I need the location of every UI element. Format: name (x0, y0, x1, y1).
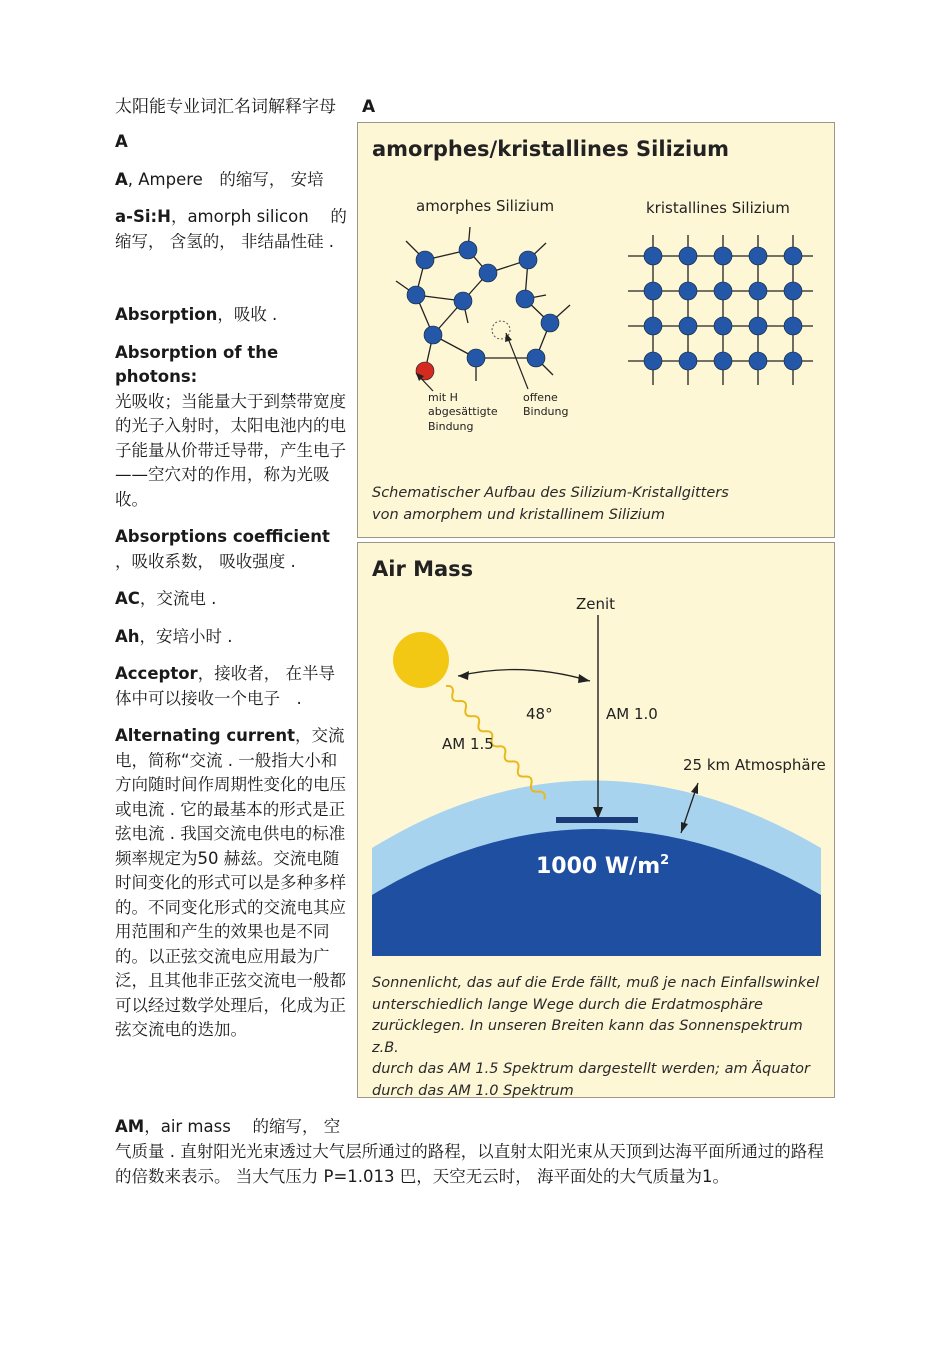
silicon-atom (454, 292, 472, 310)
silicon-atom (679, 282, 697, 300)
lattice-diagram (358, 123, 833, 536)
silicon-atom (479, 264, 497, 282)
silicon-atom (519, 251, 537, 269)
entry-asih: a-Si:H，amorph silicon 的缩写， 含氢的， 非结晶性硅 . (115, 207, 347, 251)
entry-acceptor: Acceptor，接收者， 在半导体中可以接收一个电子 . (115, 664, 335, 708)
entry-ac: AC，交流电 . (115, 589, 217, 608)
silicon-atom (644, 282, 662, 300)
angle-arc (458, 670, 590, 681)
silicon-atom (679, 247, 697, 265)
page-title (115, 92, 375, 117)
silicon-atom (527, 349, 545, 367)
label-zenit: Zenit (576, 595, 616, 613)
silicon-atom (749, 352, 767, 370)
figure-caption: Sonnenlicht, das auf die Erde fällt, muß je nach Einfallswinkel unterschiedlich lange Wege durch die Erdatmosphäre zurücklegen. In unseren Breiten kann das Sonnenspektrum z.B. durch das AM 1.5 Spektrum dargestellt werden; am Äquator durch das AM 1.0 Spektrum (372, 975, 820, 1099)
silicon-atom (784, 352, 802, 370)
silicon-atom (714, 352, 732, 370)
figure-silicon-lattice (357, 122, 835, 538)
silicon-atom (749, 247, 767, 265)
page-title-letter: A (362, 97, 376, 117)
silicon-atom (679, 317, 697, 335)
label-amorph: amorphes Silizium (416, 197, 555, 215)
solar-panel-icon (556, 817, 638, 823)
label-irradiance: 1000 $W/m^2$ (536, 853, 670, 879)
entry-absorption-coefficient: Absorptions coefficient ，吸收系数， 吸收强度 . (115, 527, 330, 571)
silicon-atom (784, 247, 802, 265)
silicon-atom (516, 290, 534, 308)
silicon-atom (467, 349, 485, 367)
silicon-atom (714, 282, 732, 300)
figure-title: amorphes/kristallines Silizium (372, 137, 730, 161)
silicon-atom (784, 282, 802, 300)
silicon-atom (644, 247, 662, 265)
silicon-atom (714, 247, 732, 265)
figure-air-mass (357, 542, 835, 1098)
page-title-text: 太阳能专业词汇名词解释字母 (115, 97, 336, 117)
glossary-column (115, 130, 347, 1056)
svg-text:abgesättigte: abgesättigte (428, 405, 498, 418)
crystal-lattice (628, 235, 813, 385)
silicon-atom (459, 241, 477, 259)
figure-caption: Schematischer Aufbau des Silizium-Kristallgitters von amorphem und kristallinem Silizium (372, 485, 729, 523)
label-am10: AM 1.0 (606, 705, 658, 723)
silicon-atom (407, 286, 425, 304)
label-open-bond: offene (523, 391, 558, 404)
label-kristallin: kristallines Silizium (646, 199, 790, 217)
entry-air-mass: AM，air mass 的缩写， 空 气质量 . 直射阳光光束透过大气层所通过的路程，以直射太阳光束从天顶到达海平面所通过的路程的倍数来表示。 当大气压力 P=1.013 巴，天空无云时， 海平面处的大气质量为1。 (115, 1117, 824, 1186)
label-atmosphere: 25 km Atmosphäre (683, 756, 826, 774)
entry-ampere: A, Ampere 的缩写， 安培 (115, 169, 324, 189)
section-letter: A (115, 132, 128, 151)
amorph-annotations (416, 333, 568, 433)
svg-text:Bindung: Bindung (523, 405, 569, 418)
label-h-bond: mit H (428, 391, 458, 404)
label-am15: AM 1.5 (442, 735, 494, 753)
silicon-atom (541, 314, 559, 332)
entry-absorption-photons: Absorption of the photons: 光吸收；当能量大于到禁带宽度的光子入射时，太阳电池内的电子能量从价带迁导带，产生电子——空穴对的作用，称为光吸收。 (115, 342, 346, 509)
entry-absorption: Absorption，吸收 . (115, 305, 278, 324)
entry-ah: Ah，安培小时 . (115, 626, 233, 646)
silicon-atom (714, 317, 732, 335)
label-angle: 48° (526, 705, 553, 723)
figure-title: Air Mass (372, 557, 474, 581)
spacer (115, 267, 347, 303)
silicon-atom (424, 326, 442, 344)
silicon-atom (784, 317, 802, 335)
silicon-atom (644, 317, 662, 335)
svg-text:Bindung: Bindung (428, 420, 474, 433)
sun-icon (393, 632, 449, 688)
entry-alternating-current: Alternating current，交流电，简称“交流 . 一般指大小和方向随时间作周期性变化的电压或电流 . 它的最基本的形式是正弦电流 . 我国交流电供电的标准频率规定为50 赫兹。交流电随时间变化的形式可以是多种多样的。不同变化形式的交流电其应用范围和产生的效果也是不同的。以正弦交流电应用最为广泛，且其他非正弦交流电一般都可以经过数学处理后，化成为正弦交流电的迭加。 (115, 726, 346, 1039)
silicon-atom (416, 251, 434, 269)
silicon-atom (644, 352, 662, 370)
silicon-atom (679, 352, 697, 370)
amorph-lattice (396, 227, 570, 381)
silicon-atom (749, 282, 767, 300)
silicon-atom (749, 317, 767, 335)
